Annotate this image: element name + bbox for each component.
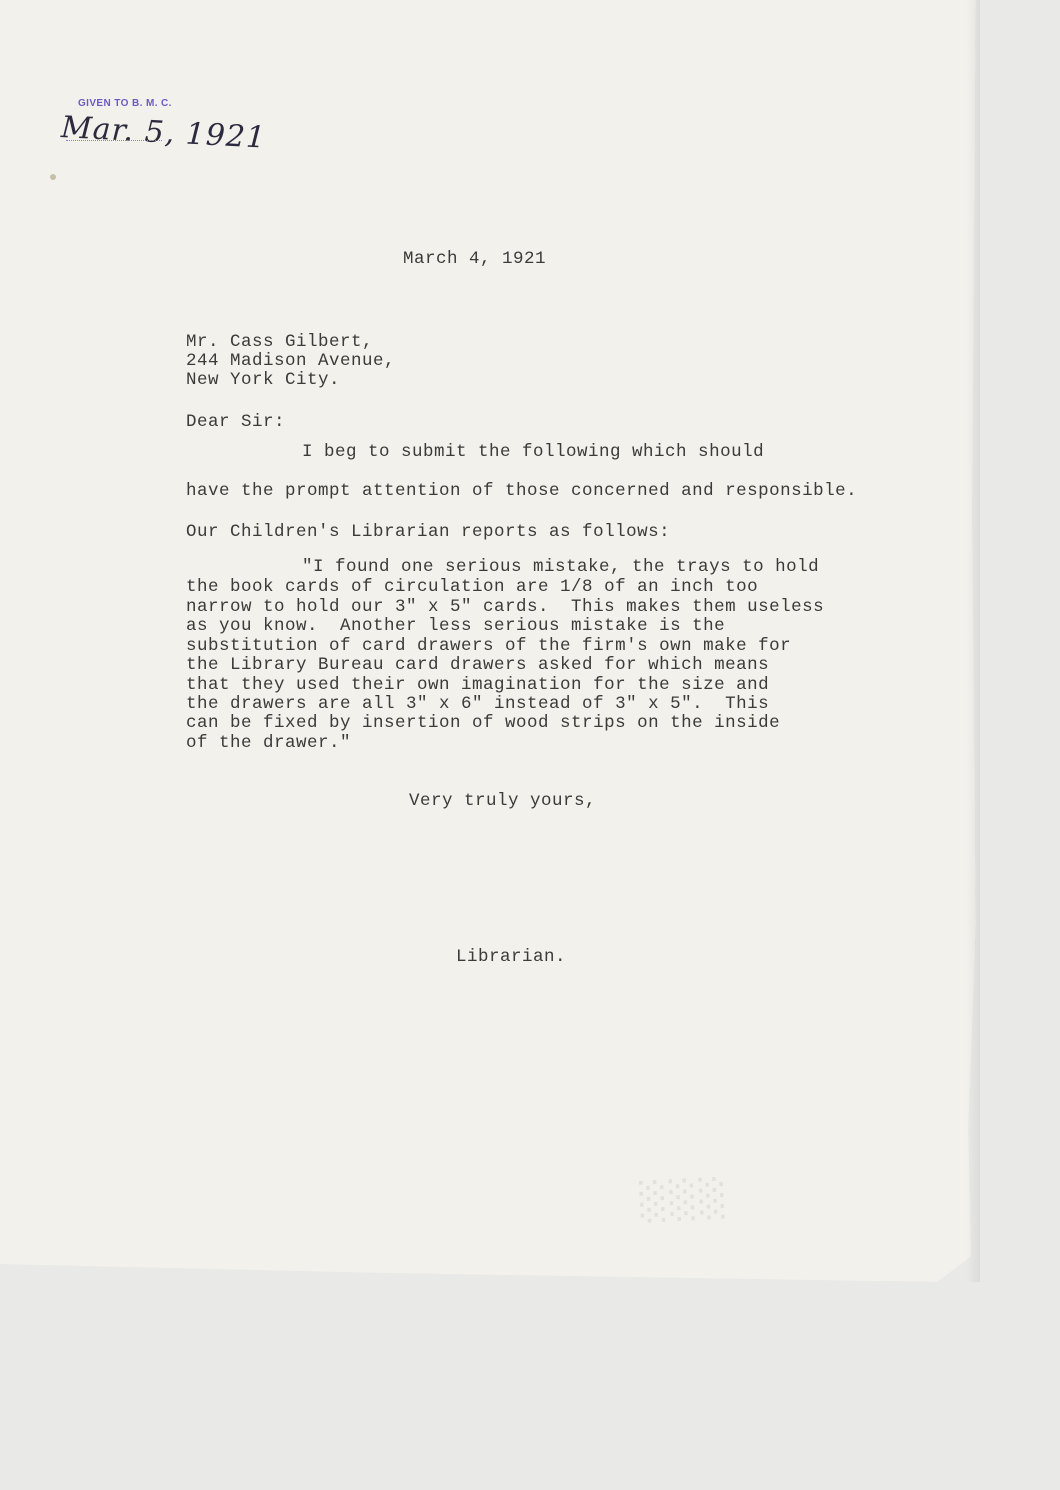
paragraph2: Our Children's Librarian reports as follows: — [186, 522, 671, 542]
quote-line-2: the book cards of circulation are 1/8 of an inch too — [186, 577, 759, 597]
paper-spot — [50, 174, 56, 180]
quote-line-1: "I found one serious mistake, the trays to hold — [302, 557, 820, 577]
stamp-dotted-line — [66, 140, 162, 141]
quote-line-7: that they used their own imagination for the size and — [186, 675, 770, 695]
quote-line-4: as you know. Another less serious mistake is the — [186, 616, 726, 636]
signature: Librarian. — [456, 947, 567, 967]
page-edge-shadow — [966, 0, 980, 1282]
salutation: Dear Sir: — [186, 412, 286, 432]
addressee-street: 244 Madison Avenue, — [186, 351, 396, 371]
addressee-city: New York City. — [186, 370, 341, 390]
paragraph1-line2: have the prompt attention of those concerned and responsible. — [186, 481, 858, 501]
letter-date: March 4, 1921 — [403, 249, 547, 269]
quote-line-9: can be fixed by insertion of wood strips on the inside — [186, 713, 781, 733]
quote-line-5: substitution of card drawers of the firm's own make for — [186, 636, 792, 656]
handwritten-date: Mar. 5, 1921 — [60, 110, 267, 156]
received-stamp: GIVEN TO B. M. C. — [78, 98, 172, 109]
paragraph1-line1: I beg to submit the following which should — [302, 442, 765, 462]
addressee-name: Mr. Cass Gilbert, — [186, 332, 374, 352]
closing: Very truly yours, — [409, 791, 597, 811]
quote-line-10: of the drawer." — [186, 733, 352, 753]
bleed-through-mark: ░░░ — [638, 1177, 731, 1224]
quote-line-3: narrow to hold our 3" x 5" cards. This makes them useless — [186, 597, 825, 617]
quote-line-6: the Library Bureau card drawers asked for which means — [186, 655, 770, 675]
quote-line-8: the drawers are all 3" x 6" instead of 3" x 5". This — [186, 694, 770, 714]
